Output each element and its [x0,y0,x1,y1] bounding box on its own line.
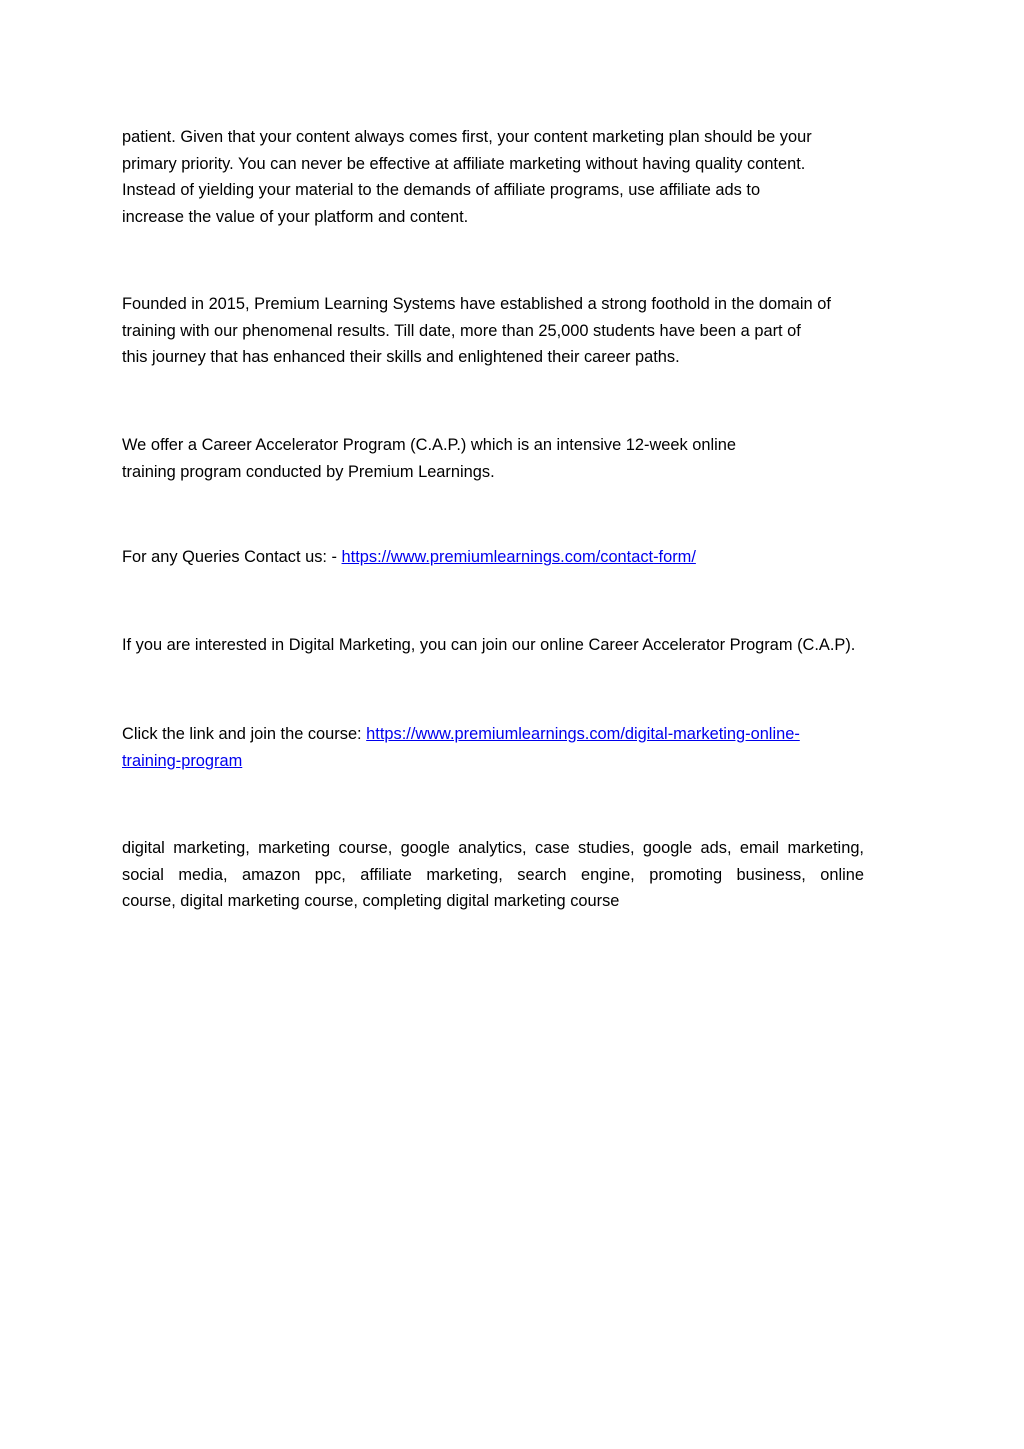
interest-text: If you are interested in Digital Marketing, you can join our online Career Accelerator Program (C.A.P). [122,636,856,654]
paragraph-line: training program conducted by Premium Learnings. [122,462,495,481]
paragraph-line: patient. Given that your content always comes first, your content marketing plan should be your [122,128,812,146]
paragraph-line: Founded in 2015, Premium Learning Systems have established a strong foothold in the domain of [122,295,831,313]
course-link-part-2[interactable]: training-program [122,751,243,770]
paragraph-interest [122,632,855,659]
course-link-part-1[interactable]: https://www.premiumlearnings.com/digital-marketing-online- [366,725,800,743]
course-prefix: Click the link and join the course: [122,725,367,743]
paragraph-affiliate-content [122,124,812,231]
paragraph-line: Instead of yielding your material to the demands of affiliate programs, use affiliate ads to [122,181,761,200]
paragraph-keywords [122,835,864,915]
keywords-line: digital marketing, marketing course, google analytics, case studies, google ads, email marketing, [122,839,864,857]
paragraph-contact [122,544,696,571]
paragraph-line: training with our phenomenal results. Till date, more than 25,000 students have been a part of [122,321,801,340]
contact-prefix: For any Queries Contact us: - [122,548,342,566]
keywords-line: social media, amazon ppc, affiliate marketing, search engine, promoting business, online [122,865,864,884]
paragraph-line: We offer a Career Accelerator Program (C.A.P.) which is an intensive 12-week online [122,436,737,454]
paragraph-company-intro [122,291,831,371]
course-line-1 [122,721,800,748]
paragraph-program-offer [122,432,736,485]
contact-form-link[interactable]: https://www.premiumlearnings.com/contact-form/ [341,548,696,566]
course-line-2 [122,748,800,775]
paragraph-course-link [122,721,800,774]
paragraph-line: this journey that has enhanced their skills and enlightened their career paths. [122,348,680,367]
keywords-line: course, digital marketing course, completing digital marketing course [122,892,620,911]
paragraph-line: primary priority. You can never be effective at affiliate marketing without having quality content. [122,154,806,173]
paragraph-line: increase the value of your platform and content. [122,208,469,227]
